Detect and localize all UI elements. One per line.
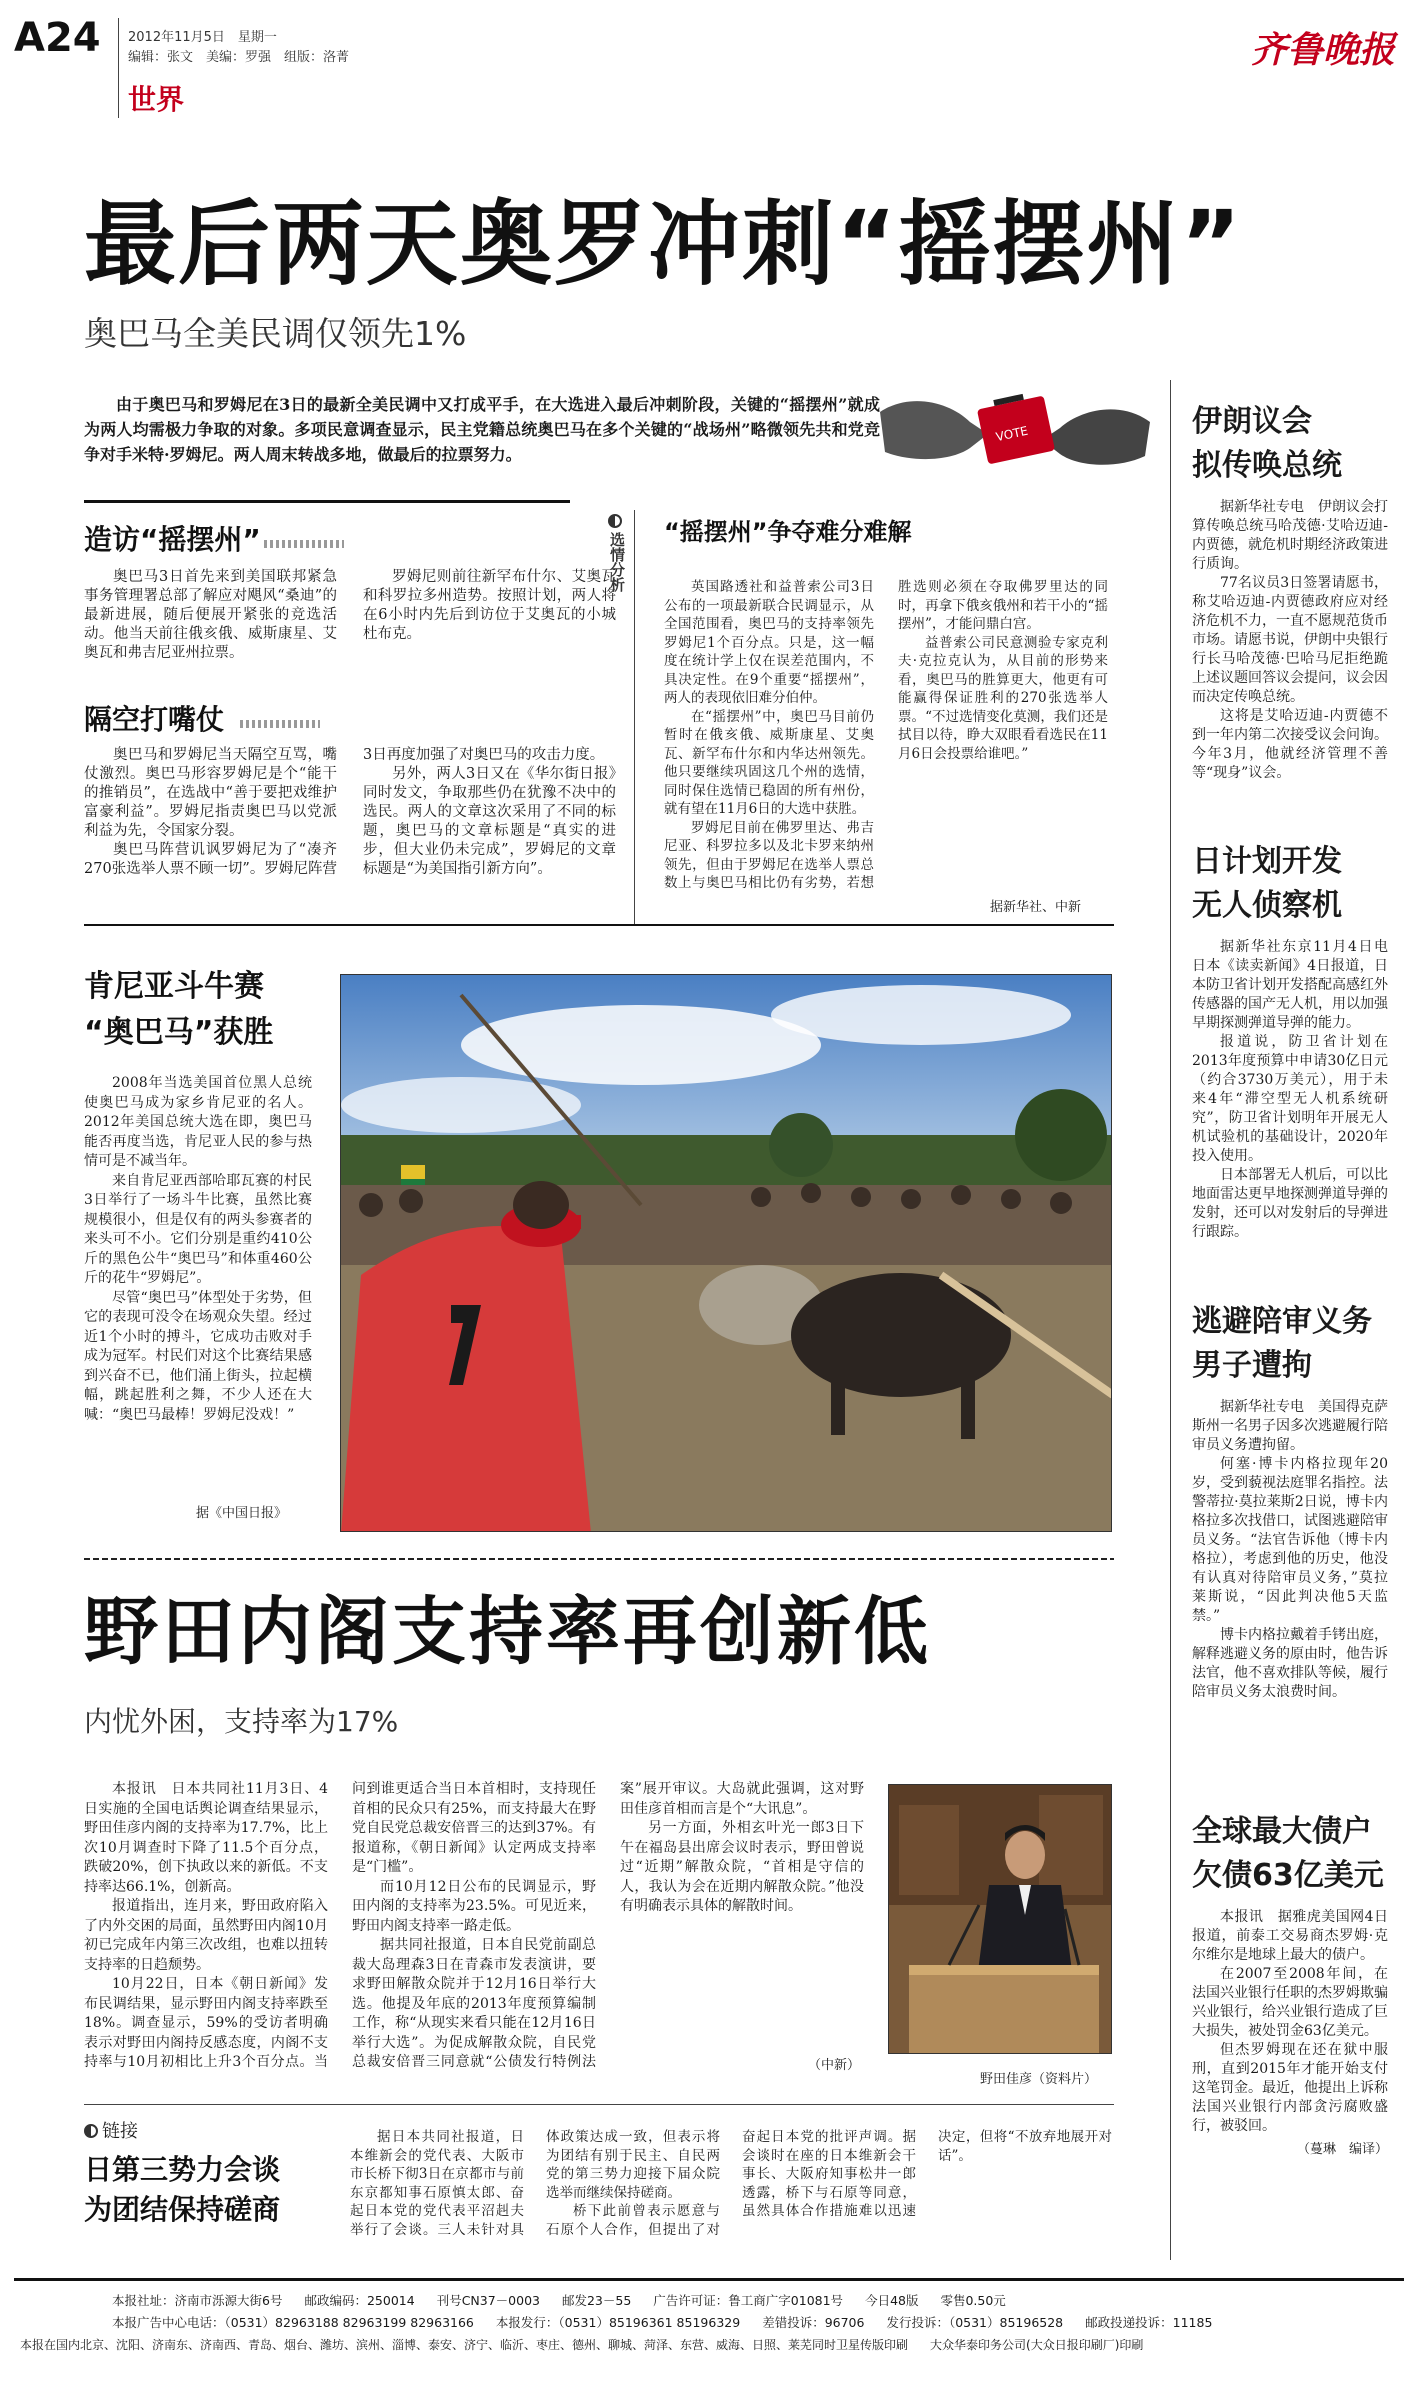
sidebar-item-debtor bbox=[1192, 1810, 1388, 2157]
masthead-divider bbox=[118, 18, 119, 118]
kenya-headline-line1: 肯尼亚斗牛赛 bbox=[84, 969, 264, 1004]
japan-headline: 野田内阁支持率再创新低 bbox=[84, 1589, 931, 1675]
footer-row1: 本报社址：济南市泺源大街6号 邮政编码：250014 刊号CN37－0003 邮发23－55 广告许可证：鲁工商广字01081号 今日48版 零售0.50元 bbox=[112, 2293, 1006, 2308]
paragraph: 益普索公司民意测验专家克利夫·克拉克认为，从目前的形势来看，奥巴马的胜算更大，他更有可能赢得保证胜利的270张选举人票。“不过选情变化莫测，我们还是拭目以待，睁大双眼看看选民在11月6日会投票给谁吧。” bbox=[898, 634, 1108, 762]
sidebar-item-iran bbox=[1192, 400, 1388, 840]
sidebar-headline: 日计划开发 无人侦察机 bbox=[1192, 844, 1342, 923]
intro-rule bbox=[84, 500, 570, 503]
sidebar-headline: 逃避陪审义务 男子遭拘 bbox=[1192, 1304, 1372, 1383]
svg-text:VOTE: VOTE bbox=[994, 423, 1030, 445]
sidebar bbox=[1192, 400, 1402, 2157]
paragraph: 奥巴马阵营讥讽罗姆尼为了“凑齐270张选举人票不顾一切”。罗姆尼阵营3日再度加强了对奥巴马的攻击力度。 bbox=[84, 747, 605, 877]
kenya-bottom-rule bbox=[84, 1558, 1114, 1560]
sidebar-headline: 全球最大债户 欠债63亿美元 bbox=[1192, 1814, 1384, 1893]
sidebar-body: 据新华社专电 伊朗议会打算传唤总统马哈茂德·艾哈迈迪-内贾德，就危机时期经济政策进行质询。 77名议员3日签署请愿书，称艾哈迈迪-内贾德政府应对经济危机不力，一直不愿规范货币市场。请愿书说，伊朗中央银行行长马哈茂德·巴哈马尼拒绝跪上述议题回答议会提问，议会因而决定传唤总统。 这将是艾哈迈迪-内贾德不到一年内第二次接受议会问询。今年3月，他就经济管理不善等“现身”议会。 bbox=[1192, 499, 1388, 781]
analysis-credit: 据新华社、中新 bbox=[990, 900, 1082, 915]
footer-rule bbox=[14, 2278, 1404, 2281]
page-number: A24 bbox=[14, 15, 101, 61]
sidebar-body: 本报讯 据雅虎美国网4日报道，前泰工交易商杰罗姆·克尔维尔是地球上最大的债户。 在2007至2008年间，在法国兴业银行任职的杰罗姆欺骗兴业银行，给兴业银行造成了巨大损失，被处罚金63亿美元。 但杰罗姆现在还在狱中服刑，直到2015年才能开始支付这笔罚金。最近，他提出上诉称法国兴业银行内部贪污腐败盛行，被驳回。 bbox=[1192, 1909, 1388, 2134]
link-headline-line2: 为团结保持磋商 bbox=[84, 2193, 281, 2226]
footer bbox=[20, 2290, 1400, 2356]
paragraph: 另一方面，外相玄叶光一郎3日下午在福岛县出席会议时表示，野田曾说过“近期”解散众院，“首相是守信的人，我认为会在近期内解散众院。”他没有明确表示具体的解散时间。 bbox=[620, 1820, 864, 1914]
paragraph: 而10月12日公布的民调显示，野田内阁的支持率为23.5%。可见近来，野田内阁支持率一路走低。 bbox=[352, 1878, 596, 1934]
section2-body bbox=[84, 746, 616, 879]
sidebar-item-jury bbox=[1192, 1300, 1388, 1810]
sidebar-body: 据新华社专电 美国得克萨斯州一名男子因多次逃避履行陪审员义务遭拘留。 何塞·博卡内格拉现年20岁，受到藐视法庭罪名指控。法警蒂拉·莫拉莱斯2日说，博卡内格拉多次找借口，试图逃避陪审员义务。“法官告诉他（博卡内格拉），考虑到他的历史，他没有认真对待陪审员义务，”莫拉莱斯说，“因此判决他5天监禁。” 博卡内格拉戴着手铐出庭，解释逃避义务的原由时，他告诉法官，他不喜欢排队等候，履行陪审员义务太浪费时间。 bbox=[1192, 1399, 1388, 1700]
paragraph: 本报讯 日本共同社11月3日、4日实施的全国电话舆论调查结果显示，野田佳彦内阁的支持率为17.7%，比上次10月调查时下降了11.5个百分点，跌破20%，创下执政以来的新低。不支持率达66.1%，创新高。 bbox=[84, 1781, 328, 1895]
kenya-headline bbox=[84, 964, 273, 1056]
sidebar-credit: （蔓琳 编译） bbox=[1296, 2142, 1388, 2157]
paragraph: 罗姆尼则前往新罕布什尔、艾奥瓦和科罗拉多州造势。按照计划，两人将在6小时内先后到访位于艾奥瓦的小城杜布克。 bbox=[363, 569, 616, 642]
paragraph: 2008年当选美国首位黑人总统使奥巴马成为家乡肯尼亚的名人。2012年美国总统大选在即，奥巴马能否再度当选，肯尼亚人民的参与热情可是不减当年。 bbox=[84, 1075, 312, 1169]
masthead-meta bbox=[128, 28, 349, 68]
sidebar-headline: 伊朗议会 拟传唤总统 bbox=[1192, 404, 1342, 483]
lead-headline: 最后两天奥罗冲刺“摇摆州” bbox=[84, 191, 1243, 298]
bullfight-photo bbox=[340, 974, 1112, 1532]
footer-row2: 本报广告中心电话：（0531）82963188 82963199 82963166 本报发行：（0531）85196361 85196329 差错投诉：96706 发行投诉：（0531）85196528 邮政投递投诉：11185 bbox=[112, 2315, 1213, 2330]
analysis-body bbox=[664, 578, 1108, 904]
japan-credit: （中新） bbox=[808, 2058, 861, 2073]
lead-bottom-rule bbox=[84, 924, 1114, 926]
kenya-body bbox=[84, 1074, 312, 1425]
issue-date: 2012年11月5日 星期一 bbox=[128, 30, 277, 45]
paragraph: 报道指出，连月来，野田政府陷入了内外交困的局面，虽然野田内阁10月初已完成年内第三次改组，也难以扭转支持率的日趋颓势。 bbox=[84, 1898, 328, 1973]
analysis-headline: “摇摆州”争夺难分难解 bbox=[664, 518, 912, 546]
paragraph: 10月22日，日本《朝日新闻》发布民调结果，显示野田内阁支持率跌至18%。调查显示，59%的受访者明确表示对野田内阁持反感态度，内阁不支持率与10月初相比上升3个百分点。当问到谁更适合当日本首相时，支持现任首相的民众只有25%，而支持最大在野党自民党总裁安倍晋三的达到37%。有报道称，《朝日新闻》认定两成支持率是“门槛”。 bbox=[84, 1781, 596, 2070]
paragraph: 奥巴马和罗姆尼当天隔空互骂，嘴仗激烈。奥巴马形容罗姆尼是个“能干的推销员”，在选战中“善于要把戏维护富豪利益”。罗姆尼指责奥巴马以党派利益为先，令国家分裂。 bbox=[84, 747, 337, 839]
sidebar-divider bbox=[1170, 380, 1171, 2260]
footer-row3: 本报在国内北京、沈阳、济南东、济南西、青岛、烟台、潍坊、滨州、淄博、泰安、济宁、临沂、枣庄、德州、聊城、菏泽、东营、威海、日照、莱芜同时卫星传版印刷 大众华泰印务公司(大众日报印刷厂)印刷 bbox=[20, 2338, 1144, 2352]
circle-bullet-icon bbox=[84, 2124, 98, 2138]
paragraph: 英国路透社和益普索公司3日公布的一项最新联合民调显示，从全国范围看，奥巴马的支持率领先罗姆尼1个百分点。只是，这一幅度在统计学上仅在误差范围内，不具决定性。在9个重要“摇摆州”，两人的表现依旧难分伯仲。 bbox=[664, 579, 874, 706]
sidebar-item-drone bbox=[1192, 840, 1402, 1300]
circle-bullet-icon bbox=[608, 514, 622, 528]
japan-bottom-rule bbox=[84, 2104, 1114, 2105]
paragraph: 罗姆尼目前在佛罗里达、弗吉尼亚、科罗拉多以及北卡罗来纳州领先，但由于罗姆尼在选举人票总数上与奥巴马相比仍有劣势，若想胜选则必须在夺取佛罗里达的同时，再拿下俄亥俄州和若干小的“摇摆州”，才能问鼎白宫。 bbox=[664, 579, 1108, 891]
paragraph: 在“摇摆州”中，奥巴马目前仍暂时在俄亥俄、威斯康星、艾奥瓦、新罕布什尔和内华达州领先。他只要继续巩固这几个州的选情，同时保住选情已稳固的所有州份，就有望在11月6日的大选中获胜。 bbox=[664, 708, 874, 817]
ballot-hands-illustration bbox=[870, 352, 1160, 502]
paragraph: 另外，两人3日又在《华尔街日报》同时发文，争取那些仍在犹豫不决中的选民。两人的文章这次采用了不同的标题，奥巴马的文章标题是“真实的进步，但大业仍未完成”，罗姆尼的文章标题是“为美国指引新方向”。 bbox=[363, 766, 616, 877]
paragraph: 尽管“奥巴马”体型处于劣势，但它的表现可没令在场观众失望。经过近1个小时的搏斗，它成功击败对手成为冠军。村民们对这个比赛结果感到兴奋不已，他们涌上街头，拉起横幅，跳起胜利之舞，不少人还在大喊：“奥巴马最棒！罗姆尼没戏！” bbox=[84, 1289, 312, 1423]
editor-credits: 编辑：张文 美编：罗强 组版：洛菁 bbox=[128, 50, 350, 65]
analysis-tag-label: 选情分析 bbox=[608, 532, 626, 592]
link-tag bbox=[84, 2120, 138, 2144]
analysis-tag bbox=[608, 514, 630, 592]
link-tag-label: 链接 bbox=[102, 2121, 138, 2142]
analysis-divider bbox=[634, 510, 635, 924]
paragraph: 桥下此前曾表示愿意与石原个人合作，但提出了对奋起日本党的批评声调。据会谈时在座的日本维新会干事长、大阪府知事松井一郎透露，桥下与石原等同意，虽然具体合作措施难以迅速决定，但将“不放弃地展开对话”。 bbox=[546, 2129, 1112, 2238]
link-body bbox=[350, 2128, 1112, 2248]
section2-heading: 隔空打嘴仗 bbox=[84, 703, 225, 736]
section1-heading-bar bbox=[264, 540, 344, 548]
kenya-headline-line2: “奥巴马”获胜 bbox=[84, 1015, 274, 1050]
brand-logo: 齐鲁晚报 bbox=[1250, 29, 1395, 71]
paragraph: 来自肯尼亚西部哈耶瓦赛的村民3日举行了一场斗牛比赛，虽然比赛规模很小，但是仅有的两头参赛者的来头可不小。它们分别是重约410公斤的黑色公牛“奥巴马”和体重460公斤的花牛“罗姆尼”。 bbox=[84, 1172, 312, 1286]
noda-photo-caption: 野田佳彦（资料片） bbox=[980, 2072, 1098, 2087]
paragraph: 据日本共同社报道，日本维新会的党代表、大阪市市长桥下彻3日在京都市与前东京都知事石原慎太郎、奋起日本党的党代表平沼赳夫举行了会谈。三人未针对具体政策达成一致，但表示将为团结有别于民主、自民两党的第三势力迎接下届众院选举而继续保持磋商。 bbox=[350, 2129, 720, 2238]
japan-subheadline: 内忧外困，支持率为17% bbox=[84, 1705, 399, 1738]
section1-body bbox=[84, 568, 616, 663]
section1-heading: 造访“摇摆州” bbox=[84, 523, 261, 556]
section2-heading-bar bbox=[240, 720, 320, 728]
sidebar-body: 据新华社东京11月4日电 日本《读卖新闻》4日报道，日本防卫省计划开发搭配高感红外传感器的国产无人机，用以加强早期探测弹道导弹的能力。 报道说，防卫省计划在2013年度预算中申请30亿日元（约合3730万美元），用于未来4年“滞空型无人机系统研究”，防卫省计划明年开展无人机试验机的基础设计，2020年投入使用。 日本部署无人机后，可以比地面雷达更早地探测弹道导弹的发射，还可以对发射后的导弹进行跟踪。 bbox=[1192, 939, 1402, 1240]
kenya-credit: 据《中国日报》 bbox=[196, 1506, 288, 1521]
section-label: 世界 bbox=[128, 83, 185, 116]
japan-body bbox=[84, 1780, 864, 2076]
link-headline bbox=[84, 2150, 280, 2230]
paragraph: 据共同社报道，日本自民党前副总裁大岛理森3日在青森市发表演讲，要求野田解散众院并于12月16日举行大选。他提及年底的2013年度预算编制工作，称“从现实来看只能在12月16日举行大选”。为促成解散众院，自民党总裁安倍晋三同意就“公债发行特例法案”展开审议。大岛就此强调，这对野田佳彦首相而言是个“大讯息”。 bbox=[352, 1781, 864, 2070]
paragraph: 奥巴马3日首先来到美国联邦紧急事务管理署总部了解应对飓风“桑迪”的最新进展，随后便展开紧张的竞选活动。他当天前往俄亥俄、威斯康星、艾奥瓦和弗吉尼亚州拉票。 bbox=[84, 569, 337, 661]
lead-intro: 由于奥巴马和罗姆尼在3日的最新全美民调中又打成平手，在大选进入最后冲刺阶段，关键的“摇摆州”就成为两人均需极力争取的对象。多项民意调查显示，民主党籍总统奥巴马在多个关键的“战场州”略微领先共和党竞争对手米特·罗姆尼。两人周末转战多地，做最后的拉票努力。 bbox=[84, 395, 880, 464]
link-headline-line1: 日第三势力会谈 bbox=[84, 2153, 281, 2186]
noda-photo bbox=[888, 1784, 1112, 2054]
lead-subheadline: 奥巴马全美民调仅领先1% bbox=[84, 314, 467, 353]
